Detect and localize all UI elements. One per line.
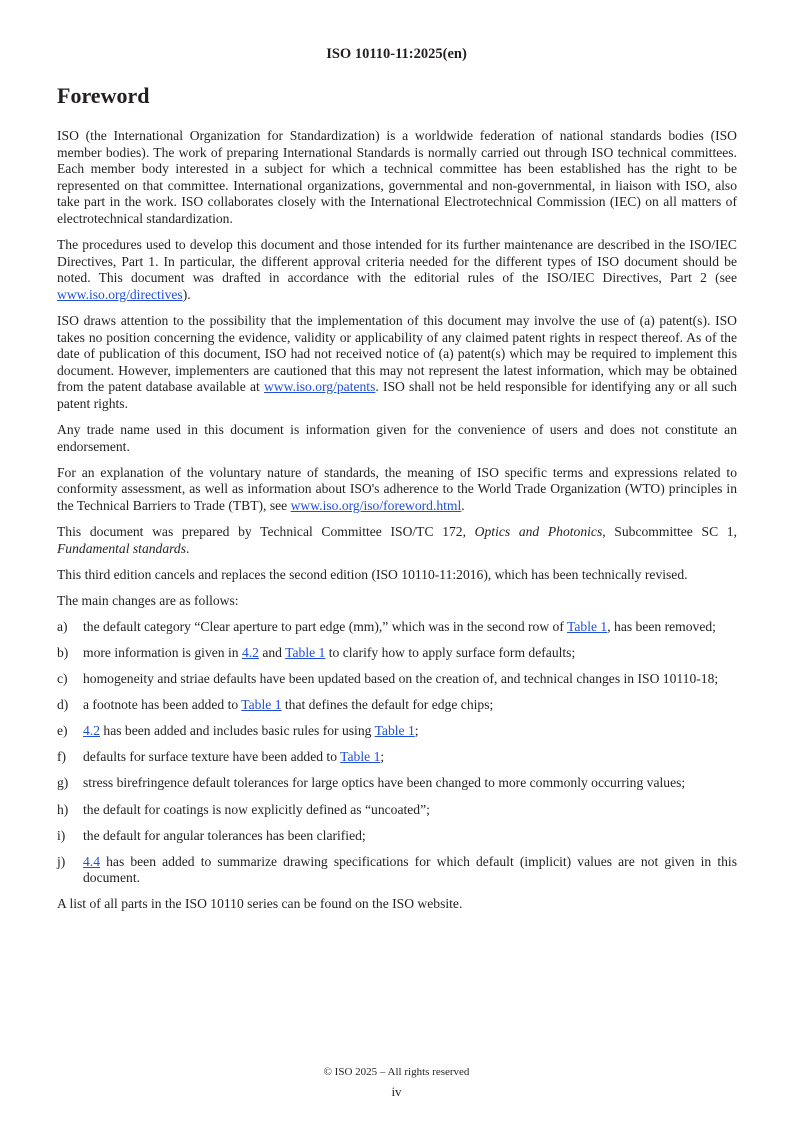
link-clause-4-4[interactable]: 4.4 (83, 853, 100, 869)
copyright-footer: © ISO 2025 – All rights reserved (323, 1066, 470, 1078)
list-item (57, 697, 737, 714)
list-item (57, 619, 737, 636)
text: that defines the default for edge chips; (281, 697, 494, 713)
paragraph-trade-name: Any trade name used in this document is information given for the convenience of users and does not constitute an endorsement. (57, 422, 737, 454)
subcommittee-title: Fundamental standards (57, 540, 187, 556)
list-item (57, 828, 737, 845)
committee-title: Optics and Photonics (474, 523, 603, 539)
text: to clarify how to apply surface form defaults; (325, 644, 576, 660)
page-number: iv (391, 1084, 402, 1099)
list-item (57, 645, 737, 662)
text: and (258, 644, 286, 660)
link-table-1[interactable]: Table 1 (340, 749, 381, 765)
text: has been added and includes basic rules for using (100, 723, 375, 739)
text: , has been removed; (607, 618, 716, 634)
text: defaults for surface texture have been added to (83, 749, 341, 765)
list-label: e) (57, 723, 68, 739)
text: ; (380, 749, 385, 765)
link-clause-4-2[interactable]: 4.2 (83, 723, 100, 739)
list-label: i) (57, 827, 66, 843)
text: the default for coatings is now explicitly defined as “uncoated”; (83, 801, 430, 817)
paragraph-patents (57, 313, 737, 413)
text: the default category “Clear aperture to part edge (mm),” which was in the second row of (83, 618, 568, 634)
text: ). (182, 286, 191, 302)
text: , Subcommittee SC 1, (602, 523, 737, 539)
list-item (57, 671, 737, 688)
paragraph-voluntary (57, 465, 737, 515)
text: a footnote has been added to (83, 697, 242, 713)
list-label: h) (57, 801, 69, 817)
text: . ISO shall not be held responsible for identifying any or all such patent rights. (57, 379, 737, 411)
link-table-1[interactable]: Table 1 (285, 644, 326, 660)
paragraph-series: A list of all parts in the ISO 10110 series can be found on the ISO website. (57, 896, 463, 912)
list-label: j) (57, 853, 66, 869)
foreword-body (57, 128, 737, 922)
text: more information is given in (83, 644, 242, 660)
list-label: a) (57, 618, 68, 634)
text: ; (414, 723, 419, 739)
text: This document was prepared by Technical Committee ISO/TC 172, (57, 523, 475, 539)
list-label: f) (57, 749, 67, 765)
paragraph-procedures (57, 237, 737, 303)
list-label: c) (57, 671, 68, 687)
text: ISO draws attention to the possibility that the implementation of this document may involve the use of (a) patent(s). ISO takes no position concerning the evidence, validity or applicability of any claimed patent rights in respect thereof. As of the date of publication of this document, ISO had not received notice of (a) patent(s) which may be required to implement this document. However, implementers are cautioned that this may not represent the latest information, which may be obtained from the patent database available at (57, 312, 737, 395)
list-item (57, 749, 737, 766)
list-item (57, 854, 737, 887)
link-table-1[interactable]: Table 1 (374, 723, 415, 739)
list-item (57, 775, 737, 792)
text: has been added to summarize drawing specifications for which default (implicit) values are not given in this document. (83, 853, 737, 886)
text: the default for angular tolerances has been clarified; (83, 827, 366, 843)
list-label: b) (57, 644, 69, 660)
link-directives[interactable]: www.iso.org/directives (57, 286, 183, 302)
paragraph-committee (57, 524, 737, 557)
document-header: ISO 10110-11:2025(en) (326, 46, 467, 62)
text: . (186, 540, 190, 556)
list-label: d) (57, 697, 69, 713)
text: The procedures used to develop this document and those intended for its further maintenance are described in the ISO/IEC Directives, Part 1. In particular, the different approval criteria needed for the different types of ISO document should be noted. This document was drafted in accordance with the editorial rules of the ISO/IEC Directives, Part 2 (see (57, 237, 737, 286)
link-patents[interactable]: www.iso.org/patents (263, 379, 376, 395)
list-item (57, 802, 737, 819)
link-clause-4-2[interactable]: 4.2 (241, 644, 259, 660)
link-table-1[interactable]: Table 1 (241, 697, 282, 713)
text: stress birefringence default tolerances for large optics have been changed to more commonly occurring values; (83, 775, 686, 791)
text: . (461, 497, 465, 513)
text: homogeneity and striae defaults have been updated based on the creation of, and technical changes in ISO 10110-18; (83, 671, 719, 687)
list-label: g) (57, 775, 69, 791)
link-foreword[interactable]: www.iso.org/iso/foreword.html (290, 497, 462, 513)
paragraph-edition: This third edition cancels and replaces the second edition (ISO 10110-11:2016), which has been technically revised. (57, 566, 688, 582)
paragraph-changes-intro: The main changes are as follows: (57, 592, 239, 608)
list-item (57, 723, 737, 740)
page-title: Foreword (57, 83, 150, 108)
paragraph-iso-intro: ISO (the International Organization for Standardization) is a worldwide federation of national standards bodies (ISO member bodies). The work of preparing International Standards is normally carried out through ISO technical committees. Each member body interested in a subject for which a technical committee has been established has the right to be represented on that committee. International organizations, governmental and non-governmental, in liaison with ISO, also take part in the work. ISO collaborates closely with the International Electrotechnical Commission (IEC) on all matters of electrotechnical standardization. (57, 128, 737, 226)
link-table-1[interactable]: Table 1 (567, 618, 608, 634)
text: For an explanation of the voluntary nature of standards, the meaning of ISO specific terms and expressions related to conformity assessment, as well as information about ISO's adherence to the World Trade Organization (WTO) principles in the Technical Barriers to Trade (TBT), see (57, 464, 737, 513)
